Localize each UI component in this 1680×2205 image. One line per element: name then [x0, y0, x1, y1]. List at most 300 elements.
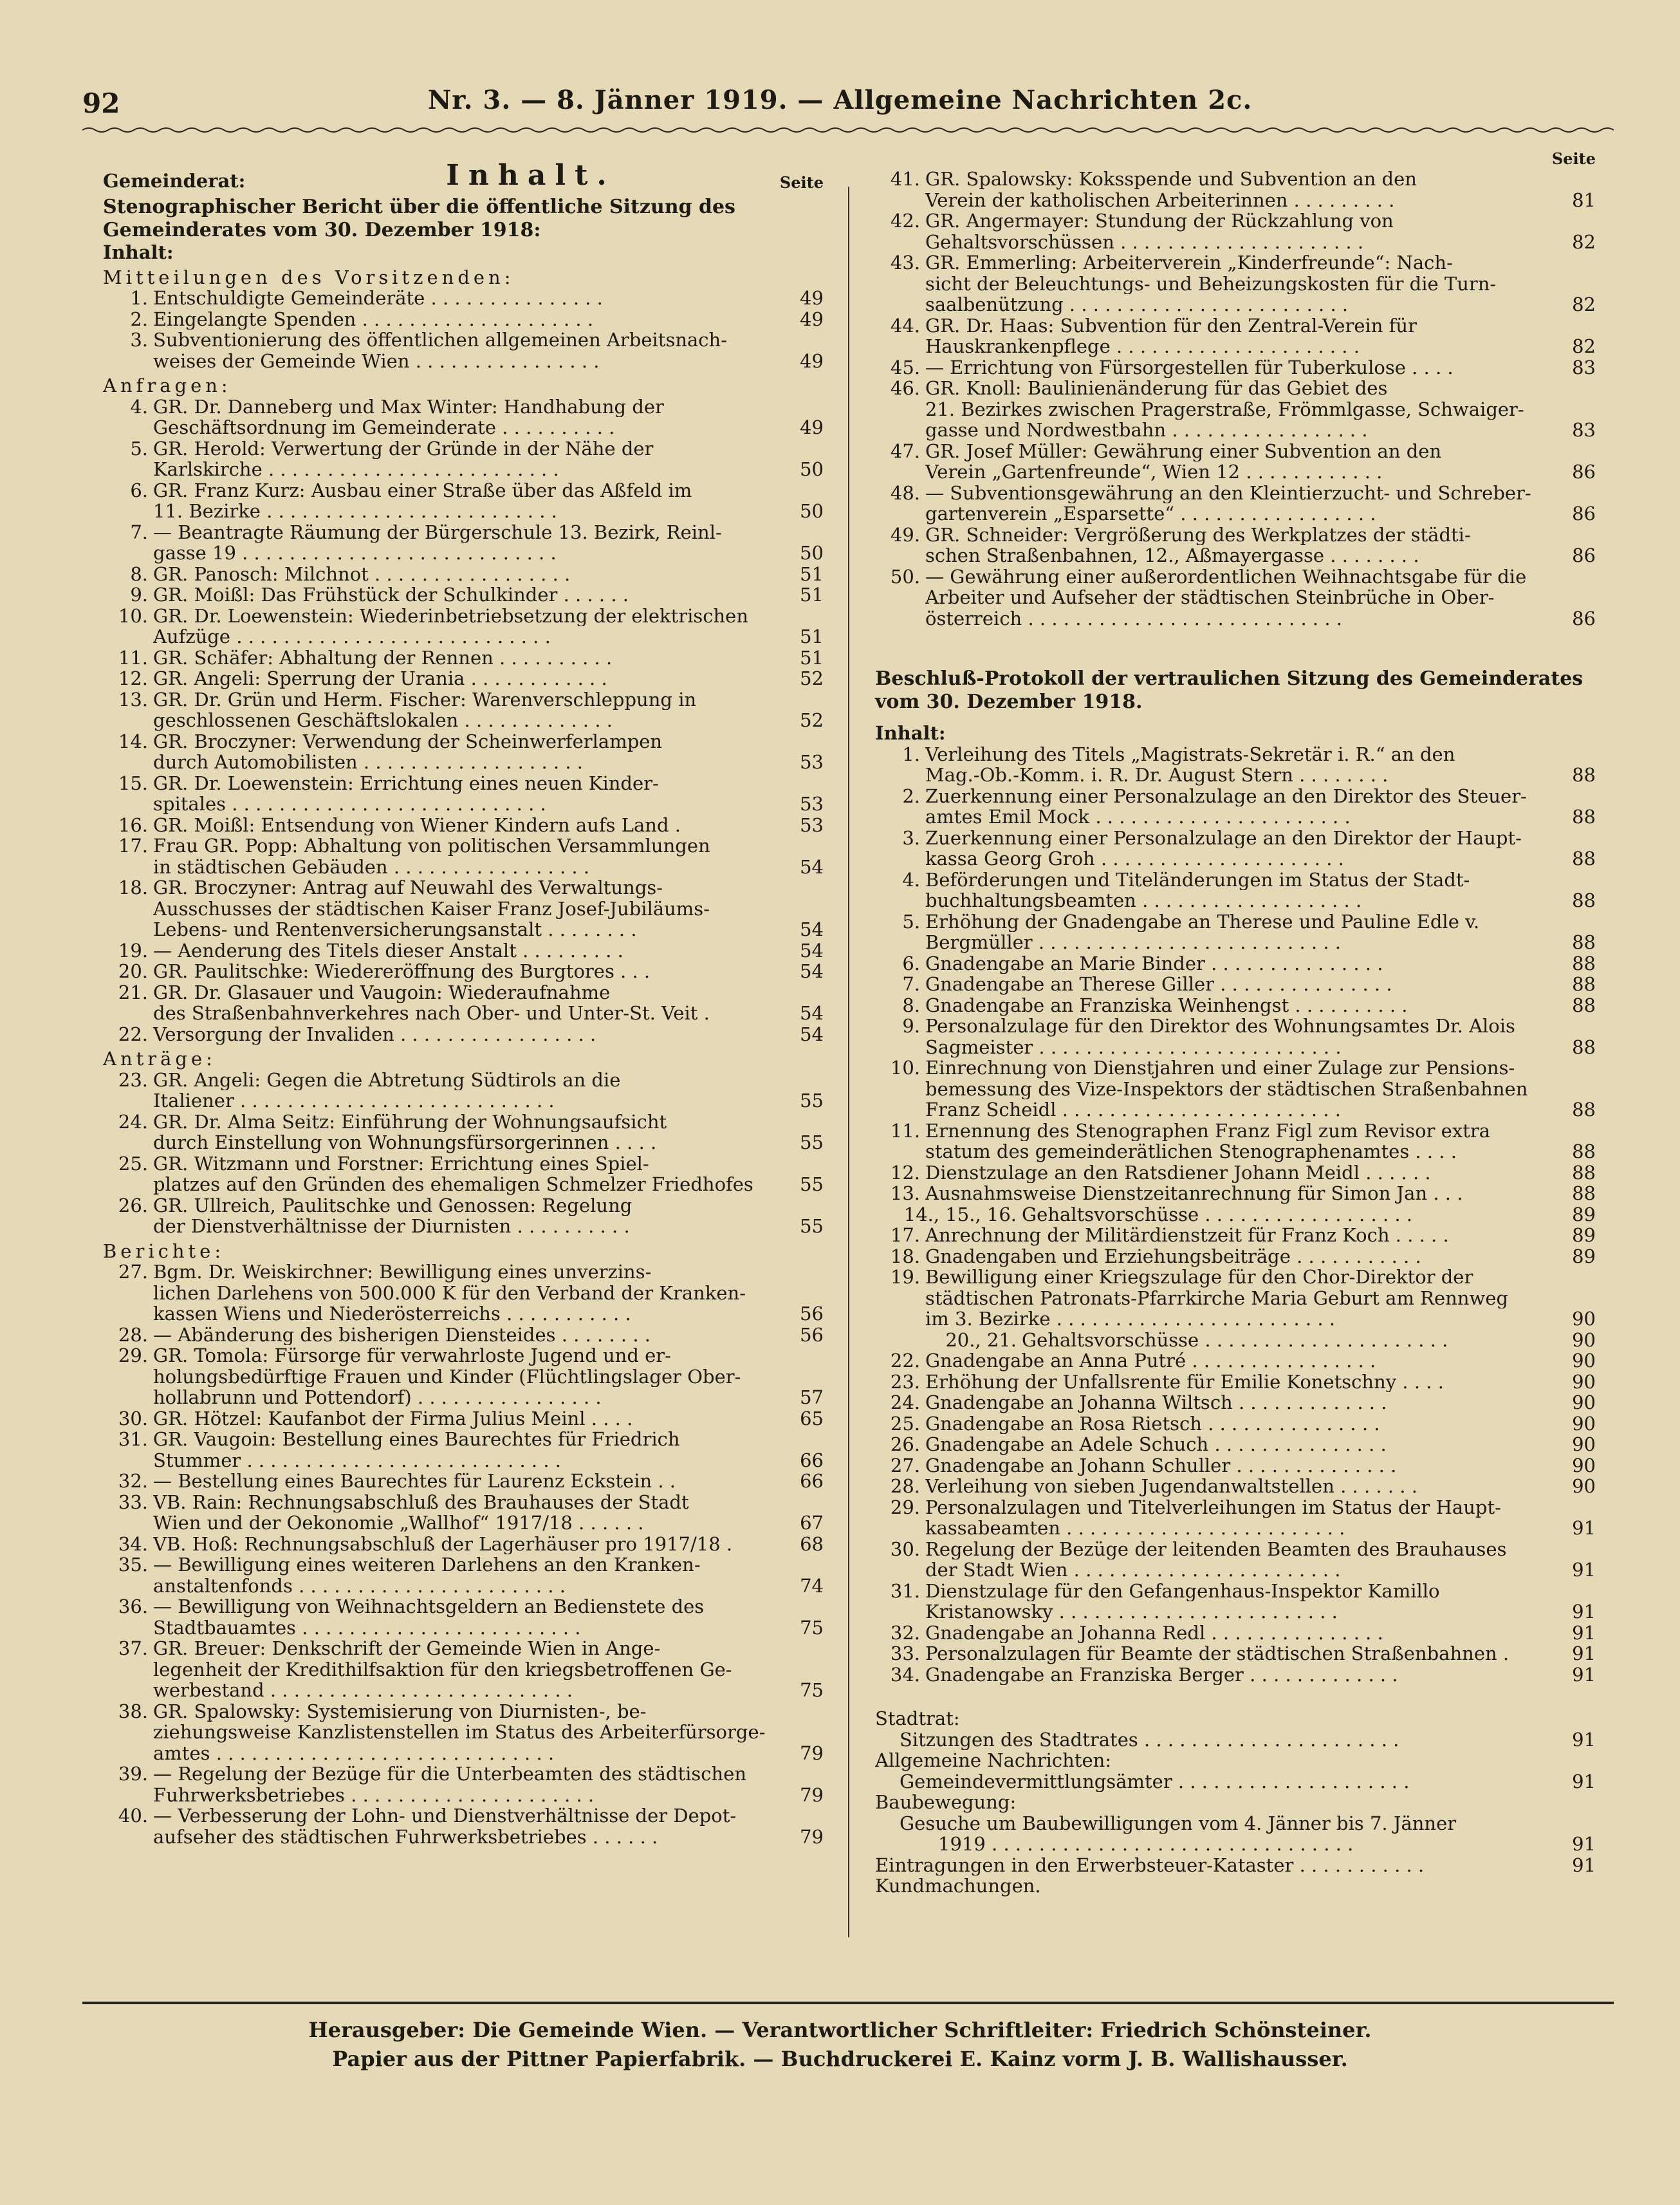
entry-text: Verleihung von sieben Jugendanwaltstellen . . . . . . .	[925, 1476, 1417, 1497]
toc-entry	[875, 1204, 1596, 1225]
toc-entry	[875, 1162, 1596, 1184]
toc-entry	[875, 1392, 1596, 1413]
entry-text: Gnadengabe an Franziska Berger . . . . . . . . . . . . .	[925, 1664, 1398, 1685]
entry-text: gasse 19 . . . . . . . . . . . . . . . . . . . . . . . . . . .	[153, 543, 557, 564]
entry-text: — Subventionsgewährung an den Kleintierzucht- und Schreber-	[925, 482, 1531, 503]
entry-text: durch Einstellung von Wohnungsfürsorgerinnen . . . .	[153, 1132, 657, 1153]
toc-entry	[103, 982, 824, 1003]
entry-text: Einrechnung von Dienstjahren und einer Zulage zur Pensions-	[925, 1057, 1515, 1079]
wavy-rule	[82, 126, 1614, 134]
entry-text: GR. Dr. Glasauer und Vaugoin: Wiederaufnahme	[153, 982, 611, 1003]
entry-text: GR. Dr. Haas: Subvention für den Zentral-Verein für	[925, 315, 1417, 336]
entry-page: 54	[800, 1002, 824, 1024]
entry-number: 11.	[890, 1119, 920, 1142]
toc-entry	[875, 1099, 1596, 1121]
entry-text: GR. Vaugoin: Bestellung eines Baurechtes für Friedrich	[153, 1429, 680, 1450]
toc-entry	[875, 232, 1596, 253]
entry-text: kassabeamten . . . . . . . . . . . . . . . . . . . . . . . .	[925, 1518, 1345, 1539]
toc-entry	[875, 1079, 1596, 1100]
entry-text: amtes . . . . . . . . . . . . . . . . . . . . . . . . . . . . .	[153, 1742, 555, 1763]
entry-text: Erhöhung der Unfallsrente für Emilie Konetschny . . . .	[925, 1371, 1444, 1392]
entry-text: Eingelangte Spenden . . . . . . . . . . . . . . . . . . . .	[153, 308, 594, 330]
entry-text: GR. Angeli: Gegen die Abtretung Südtirols an die	[153, 1069, 621, 1090]
entry-page: 74	[800, 1574, 824, 1597]
entry-number: 8.	[130, 563, 148, 585]
entry-number: 24.	[890, 1391, 920, 1413]
entry-page: 51	[800, 563, 824, 585]
entry-page: 53	[800, 814, 824, 836]
toc-entry	[875, 1455, 1596, 1476]
entry-text: Sagmeister . . . . . . . . . . . . . . . . . . . . . . . . . .	[925, 1036, 1342, 1057]
entry-text: Sitzungen des Stadtrates . . . . . . . . . . . . . . . . . . . . . .	[900, 1729, 1399, 1750]
toc-entry	[875, 1664, 1596, 1686]
entry-text: Franz Scheidl . . . . . . . . . . . . . . . . . . . . . . . .	[925, 1099, 1341, 1121]
entry-number: 25.	[890, 1412, 920, 1435]
toc-entry	[875, 1330, 1596, 1351]
entry-number: 14., 15., 16.	[903, 1203, 1017, 1225]
entry-text: Gnadengabe an Therese Giller . . . . . . . . . . . . . . .	[925, 974, 1392, 995]
toc-entry	[875, 1476, 1596, 1497]
entry-page: 79	[800, 1825, 824, 1848]
entry-page: 91	[1572, 1601, 1596, 1623]
toc-entry	[103, 1638, 824, 1659]
entry-text: gasse und Nordwestbahn . . . . . . . . . . . . . . . . .	[925, 420, 1368, 441]
entry-text: GR. Tomola: Fürsorge für verwahrloste Jugend und er-	[153, 1345, 671, 1366]
entry-number: 5.	[902, 910, 920, 933]
toc-entry	[875, 1601, 1596, 1623]
entry-number: 6.	[130, 479, 148, 501]
entry-number: 33.	[118, 1491, 148, 1513]
toc-entry	[875, 1623, 1596, 1644]
toc-entry	[875, 1771, 1596, 1792]
toc-entry	[875, 503, 1596, 525]
entry-page: 90	[1572, 1308, 1596, 1330]
toc-entry	[875, 1413, 1596, 1435]
entry-number: 40.	[118, 1805, 148, 1827]
toc-entry	[875, 1225, 1596, 1246]
toc-entry	[875, 1016, 1596, 1037]
toc-entry	[103, 1785, 824, 1806]
entry-page: 68	[800, 1532, 824, 1555]
toc-entry	[103, 1024, 824, 1045]
toc-entry	[103, 752, 824, 773]
entry-text: — Bewilligung von Weihnachtsgeldern an Bedienstete des	[153, 1596, 705, 1617]
toc-entry	[875, 744, 1596, 765]
entry-page: 55	[800, 1173, 824, 1195]
toc-entry	[875, 1813, 1596, 1834]
entry-page: 75	[800, 1616, 824, 1639]
entry-text: kassen Wiens und Niederösterreichs . . . . . . . . . . .	[153, 1303, 631, 1325]
entry-text: Baubewegung:	[875, 1792, 1017, 1813]
inhalt-label-right: Inhalt:	[875, 722, 946, 744]
entry-number: 1.	[130, 287, 148, 309]
entry-text: bemessung des Vize-Inspektors der städtischen Straßenbahnen	[925, 1078, 1528, 1099]
entry-text: Verein der katholischen Arbeiterinnen . . . . . . . . .	[925, 189, 1395, 210]
entry-number: 7.	[130, 521, 148, 543]
toc-entry	[875, 1497, 1596, 1518]
entry-page: 83	[1572, 419, 1596, 441]
toc-entry	[875, 1792, 1596, 1813]
entry-text: 11. Bezirke . . . . . . . . . . . . . . . . . . . . . . . . .	[153, 501, 557, 522]
toc-entry	[875, 274, 1596, 295]
footer-rule	[82, 2002, 1614, 2004]
entry-page: 91	[1572, 1854, 1596, 1876]
entry-page: 88	[1572, 764, 1596, 786]
entry-number: 29.	[118, 1344, 148, 1366]
toc-entry	[103, 898, 824, 920]
entry-text: Gnadengabe an Johann Schuller . . . . . . . . . . . . . .	[925, 1455, 1397, 1476]
toc-entry	[103, 1429, 824, 1450]
toc-entry	[103, 1303, 824, 1325]
entry-text: GR. Dr. Loewenstein: Errichtung eines neuen Kinder-	[153, 772, 659, 794]
entry-text: geschlossenen Geschäftslokalen . . . . . . . . . . . . .	[153, 710, 613, 731]
entry-number: 3.	[902, 826, 920, 849]
entry-number: 48.	[890, 481, 920, 504]
entry-page: 91	[1572, 1517, 1596, 1539]
entry-page: 50	[800, 542, 824, 564]
entry-page: 54	[800, 939, 824, 962]
entry-text: hollabrunn und Pottendorf) . . . . . . . . . . . . . . . .	[153, 1387, 602, 1408]
entry-text: Dienstzulage für den Gefangenhaus-Inspektor Kamillo	[925, 1580, 1440, 1601]
toc-entry	[875, 441, 1596, 462]
entry-text: Gnadengabe an Franziska Weinhengst . . . . . . . . . .	[925, 994, 1408, 1016]
entry-number: 18.	[890, 1245, 920, 1267]
entry-text: GR. Emmerling: Arbeiterverein „Kinderfreunde“: Nach-	[925, 252, 1453, 274]
entry-text: Kristanowsky . . . . . . . . . . . . . . . . . . . . . . . .	[925, 1601, 1338, 1623]
entry-number: 38.	[118, 1700, 148, 1722]
entry-number: 12.	[118, 667, 148, 689]
entry-number: 45.	[890, 356, 920, 378]
entry-number: 20., 21.	[945, 1328, 1017, 1351]
entry-number: 10.	[118, 604, 148, 627]
entry-text: GR. Knoll: Baulinienänderung für das Gebiet des	[925, 378, 1388, 399]
entry-page: 51	[800, 584, 824, 606]
toc-entry	[875, 1581, 1596, 1602]
entry-text: Personalzulagen und Titelverleihungen im Status der Haupt-	[925, 1496, 1501, 1518]
entry-number: 26.	[890, 1433, 920, 1455]
entry-page: 53	[800, 751, 824, 773]
entry-text: Gehaltsvorschüsse . . . . . . . . . . . . . . . . . . . . .	[1022, 1329, 1448, 1350]
entry-number: 17.	[118, 835, 148, 857]
toc-entry	[875, 1308, 1596, 1330]
toc-entry	[103, 309, 824, 330]
toc-entry	[103, 288, 824, 309]
entry-page: 91	[1572, 1663, 1596, 1686]
entry-number: 22.	[118, 1023, 148, 1045]
entry-page: 82	[1572, 335, 1596, 357]
toc-entry	[103, 1216, 824, 1237]
toc-entry	[875, 1372, 1596, 1393]
toc-entry	[875, 1246, 1596, 1267]
entry-text: Stadtrat:	[875, 1708, 960, 1729]
entry-page: 90	[1572, 1412, 1596, 1435]
toc-entry	[103, 794, 824, 815]
entry-text: Italiener . . . . . . . . . . . . . . . . . . . . . . . . . . .	[153, 1090, 555, 1112]
entry-number: 2.	[130, 308, 148, 330]
entry-text: Zuerkennung einer Personalzulage an den Direktor des Steuer-	[925, 785, 1527, 806]
entry-text: — Abänderung des bisherigen Diensteides . . . . . . . .	[153, 1324, 651, 1345]
entry-text: — Beantragte Räumung der Bürgerschule 13. Bezirk, Reinl-	[153, 521, 722, 543]
entry-text: Gemeindevermittlungsämter . . . . . . . . . . . . . . . . . . . .	[900, 1771, 1410, 1792]
entry-page: 79	[800, 1783, 824, 1806]
entry-text: Gnadengabe an Marie Binder . . . . . . . . . . . . . . .	[925, 953, 1383, 974]
mitteilungen-label: Mitteilungen des Vorsitzenden:	[103, 266, 515, 288]
entry-number: 1.	[902, 743, 920, 765]
seite-label-left: Seite	[779, 173, 824, 192]
entry-text: werbestand . . . . . . . . . . . . . . . . . . . . . . . . . .	[153, 1680, 573, 1701]
entry-text: Bergmüller . . . . . . . . . . . . . . . . . . . . . . . . . .	[925, 932, 1342, 953]
entry-text: städtischen Patronats-Pfarrkirche Maria Geburt am Rennweg	[925, 1287, 1509, 1308]
entry-number: 19.	[890, 1266, 920, 1288]
toc-entry	[875, 608, 1596, 629]
toc-entry	[103, 1763, 824, 1785]
toc-entry	[103, 877, 824, 898]
toc-entry	[103, 857, 824, 878]
toc-entry	[875, 890, 1596, 911]
left-column	[103, 154, 824, 1847]
entry-number: 50.	[890, 565, 920, 588]
entry-number: 46.	[890, 377, 920, 399]
toc-entry	[875, 786, 1596, 807]
entry-text: Stadtbauamtes . . . . . . . . . . . . . . . . . . . . . . . .	[153, 1617, 581, 1638]
entry-number: 49.	[890, 523, 920, 546]
entry-text: Ausschusses der städtischen Kaiser Franz Josef-Jubiläums-	[153, 898, 710, 919]
entry-text: durch Automobilisten . . . . . . . . . . . . . . . . . . .	[153, 752, 583, 773]
entry-text: GR. Dr. Loewenstein: Wiederinbetriebsetzung der elektrischen	[153, 605, 749, 626]
toc-entry	[103, 1722, 824, 1743]
protokoll-heading: Beschluß-Protokoll der vertraulichen Sitzung des Gemeinderates vom 30. Dezember 1918.	[875, 667, 1583, 713]
entry-text: GR. Moißl: Entsendung von Wiener Kindern aufs Land .	[153, 814, 681, 835]
entry-text: GR. Spalowsky: Systemisierung von Diurnisten-, be-	[153, 1700, 647, 1722]
entry-text: schen Straßenbahnen, 12., Aßmayergasse . . . . . . . .	[925, 545, 1419, 566]
entry-text: VB. Hoß: Rechnungsabschluß der Lagerhäuser pro 1917/18 .	[153, 1533, 733, 1554]
entry-page: 56	[800, 1323, 824, 1346]
entry-page: 49	[800, 287, 824, 309]
section-heading: Anträge:	[103, 1048, 216, 1070]
entry-text: Gnadengabe an Johanna Wiltsch . . . . . . . . . . . . .	[925, 1392, 1387, 1413]
entry-text: Stummer . . . . . . . . . . . . . . . . . . . . . . . . . . .	[153, 1449, 562, 1471]
entry-text: Verleihung des Titels „Magistrats-Sekretär i. R.“ an den	[925, 743, 1455, 765]
toc-entry	[875, 806, 1596, 828]
entry-text: — Verbesserung der Lohn- und Dienstverhältnisse der Depot-	[153, 1805, 737, 1827]
entry-text: GR. Panosch: Milchnot . . . . . . . . . . . . . . . . .	[153, 563, 571, 584]
entry-text: — Errichtung von Fürsorgestellen für Tuberkulose . . . .	[925, 357, 1454, 378]
entry-page: 51	[800, 626, 824, 647]
toc-entry	[103, 1345, 824, 1366]
entry-page: 65	[800, 1407, 824, 1429]
entry-text: — Bewilligung eines weiteren Darlehens an den Kranken-	[153, 1554, 701, 1576]
entry-text: GR. Franz Kurz: Ausbau einer Straße über das Aßfeld im	[153, 479, 692, 501]
toc-entry	[103, 773, 824, 794]
toc-entry	[103, 1450, 824, 1471]
toc-entry	[103, 1408, 824, 1429]
entry-number: 37.	[118, 1637, 148, 1659]
toc-entry	[103, 584, 824, 606]
entry-text: GR. Breuer: Denkschrift der Gemeinde Wien in Ange-	[153, 1638, 661, 1659]
toc-entry	[875, 1057, 1596, 1079]
entry-page: 83	[1572, 356, 1596, 378]
entry-text: statum des gemeinderätlichen Stenographenamtes . . . .	[925, 1141, 1457, 1162]
toc-entry	[103, 1576, 824, 1597]
entry-number: 22.	[890, 1350, 920, 1372]
entry-text: Entschuldigte Gemeinderäte . . . . . . . . . . . . . . .	[153, 288, 603, 309]
toc-entry	[103, 961, 824, 982]
entry-page: 89	[1572, 1203, 1596, 1225]
toc-entry	[103, 1003, 824, 1024]
entry-number: 27.	[118, 1261, 148, 1283]
toc-entry	[875, 995, 1596, 1016]
entry-page: 54	[800, 960, 824, 982]
entry-page: 50	[800, 500, 824, 522]
bericht-heading: Stenographischer Bericht über die öffentliche Sitzung des Gemeinderates vom 30. Dezember 1918:	[103, 196, 735, 241]
entry-text: GR. Herold: Verwertung der Gründe in der Nähe der	[153, 438, 654, 459]
entry-text: VB. Rain: Rechnungsabschluß des Brauhauses der Stadt	[153, 1491, 689, 1512]
entry-number: 15.	[118, 772, 148, 794]
toc-entry	[103, 480, 824, 501]
entry-number: 8.	[902, 994, 920, 1016]
right-toc-list-c	[875, 1708, 1596, 1897]
toc-entry	[103, 1805, 824, 1827]
toc-entry	[103, 330, 824, 351]
entry-page: 55	[800, 1215, 824, 1237]
toc-entry	[103, 731, 824, 752]
entry-text: Ernennung des Stenographen Franz Figl zum Revisor extra	[925, 1120, 1491, 1141]
entry-page: 54	[800, 1023, 824, 1045]
entry-number: 5.	[130, 437, 148, 460]
entry-text: Gnadengabe an Rosa Rietsch . . . . . . . . . . . . . . .	[925, 1413, 1380, 1434]
toc-entry	[875, 566, 1596, 588]
entry-text: Subventionierung des öffentlichen allgemeinen Arbeitsnach-	[153, 330, 728, 351]
entry-page: 88	[1572, 973, 1596, 995]
toc-entry	[875, 1434, 1596, 1455]
entry-number: 31.	[118, 1428, 148, 1450]
entry-number: 4.	[130, 395, 148, 418]
left-toc-list	[103, 288, 824, 1847]
section-heading: Berichte:	[103, 1240, 225, 1262]
toc-entry	[875, 357, 1596, 378]
toc-entry	[103, 710, 824, 731]
toc-entry	[103, 1492, 824, 1513]
toc-entry	[103, 1827, 824, 1848]
entry-text: weises der Gemeinde Wien . . . . . . . . . . . . . . . .	[153, 350, 600, 371]
entry-page: 86	[1572, 607, 1596, 629]
entry-text: Personalzulage für den Direktor des Wohnungsamtes Dr. Alois	[925, 1016, 1515, 1037]
toc-entry	[875, 210, 1596, 232]
toc-entry	[103, 1554, 824, 1576]
toc-entry	[875, 190, 1596, 211]
toc-entry	[103, 1112, 824, 1133]
entry-page: 49	[800, 416, 824, 438]
toc-entry	[103, 396, 824, 418]
entry-text: in städtischen Gebäuden . . . . . . . . . . . . . . . . .	[153, 856, 590, 877]
entry-page: 89	[1572, 1245, 1596, 1267]
entry-page: 91	[1572, 1770, 1596, 1792]
toc-entry	[103, 1195, 824, 1216]
entry-page: 82	[1572, 230, 1596, 253]
entry-number: 13.	[118, 688, 148, 711]
toc-entry	[875, 1183, 1596, 1204]
toc-entry	[875, 1643, 1596, 1664]
toc-entry	[103, 1659, 824, 1680]
entry-text: — Regelung der Bezüge für die Unterbeamten des städtischen	[153, 1763, 747, 1785]
toc-entry	[103, 459, 824, 480]
entry-text: spitales . . . . . . . . . . . . . . . . . . . . . . . . . . .	[153, 794, 546, 815]
entry-text: der Stadt Wien . . . . . . . . . . . . . . . . . . . . . . .	[925, 1559, 1341, 1581]
entry-page: 88	[1572, 1182, 1596, 1204]
toc-entry	[875, 587, 1596, 608]
footer-publisher: Herausgeber: Die Gemeinde Wien. — Verantwortlicher Schriftleiter: Friedrich Schönsteiner.	[308, 2018, 1372, 2042]
entry-number: 12.	[890, 1161, 920, 1184]
inhalt-label: Inhalt:	[103, 241, 174, 263]
toc-entry	[875, 483, 1596, 504]
toc-entry	[103, 1090, 824, 1112]
toc-entry	[875, 1708, 1596, 1729]
entry-text: Aufzüge . . . . . . . . . . . . . . . . . . . . . . . . . . .	[153, 626, 551, 647]
entry-text: Gnadengabe an Johanna Redl . . . . . . . . . . . . . . .	[925, 1622, 1383, 1643]
entry-text: Personalzulagen für Beamte der städtischen Straßenbahnen .	[925, 1643, 1509, 1664]
toc-entry	[875, 378, 1596, 399]
toc-entry	[103, 626, 824, 647]
toc-entry	[103, 351, 824, 372]
entry-text: GR. Dr. Grün und Herm. Fischer: Warenverschleppung in	[153, 689, 697, 710]
entry-page: 53	[800, 793, 824, 815]
entry-text: legenheit der Kredithilfsaktion für den kriegsbetroffenen Ge-	[153, 1659, 732, 1680]
entry-page: 89	[1572, 1224, 1596, 1246]
toc-entry	[103, 1680, 824, 1701]
toc-entry	[875, 1729, 1596, 1751]
entry-text: GR. Schneider: Vergrößerung des Werkplatzes der städti-	[925, 524, 1471, 545]
entry-number: 2.	[902, 785, 920, 807]
toc-entry	[875, 525, 1596, 546]
entry-text: platzes auf den Gründen des ehemaligen Schmelzer Friedhofes	[153, 1174, 753, 1195]
entry-text: kassa Georg Groh . . . . . . . . . . . . . . . . . . . . .	[925, 848, 1344, 870]
toc-entry	[875, 1288, 1596, 1309]
entry-page: 82	[1572, 293, 1596, 315]
entry-page: 54	[800, 918, 824, 940]
toc-entry	[875, 911, 1596, 933]
entry-number: 33.	[890, 1642, 920, 1664]
entry-page: 86	[1572, 544, 1596, 566]
toc-entry	[875, 1875, 1596, 1897]
entry-number: 36.	[118, 1596, 148, 1617]
entry-number: 9.	[130, 584, 148, 606]
toc-entry	[103, 1596, 824, 1617]
entry-text: Erhöhung der Gnadengabe an Therese und Pauline Edle v.	[925, 911, 1480, 932]
entry-text: GR. Dr. Danneberg und Max Winter: Handhabung der	[153, 396, 664, 417]
inhalt-title: Inhalt.	[446, 159, 616, 192]
toc-entry	[875, 1121, 1596, 1142]
entry-page: 57	[800, 1386, 824, 1408]
entry-text: Wien und der Oekonomie „Wallhof“ 1917/18 . . . . . .	[153, 1512, 644, 1534]
toc-entry	[875, 336, 1596, 357]
entry-page: 88	[1572, 994, 1596, 1016]
toc-entry	[875, 1267, 1596, 1288]
entry-text: Frau GR. Popp: Abhaltung von politischen Versammlungen	[153, 835, 710, 857]
toc-entry	[103, 647, 824, 669]
entry-text: Gehaltsvorschüsse . . . . . . . . . . . . . . . . . .	[1022, 1204, 1413, 1225]
toc-entry	[875, 1518, 1596, 1539]
entry-page: 66	[800, 1470, 824, 1492]
entry-number: 25.	[118, 1152, 148, 1175]
entry-number: 13.	[890, 1182, 920, 1204]
toc-entry	[103, 1261, 824, 1283]
entry-page: 91	[1572, 1642, 1596, 1664]
entry-number: 39.	[118, 1763, 148, 1785]
toc-entry	[875, 765, 1596, 786]
toc-entry	[103, 606, 824, 627]
entry-text: Verein „Gartenfreunde“, Wien 12 . . . . . . . . . . . .	[925, 461, 1383, 483]
toc-entry	[103, 1512, 824, 1534]
